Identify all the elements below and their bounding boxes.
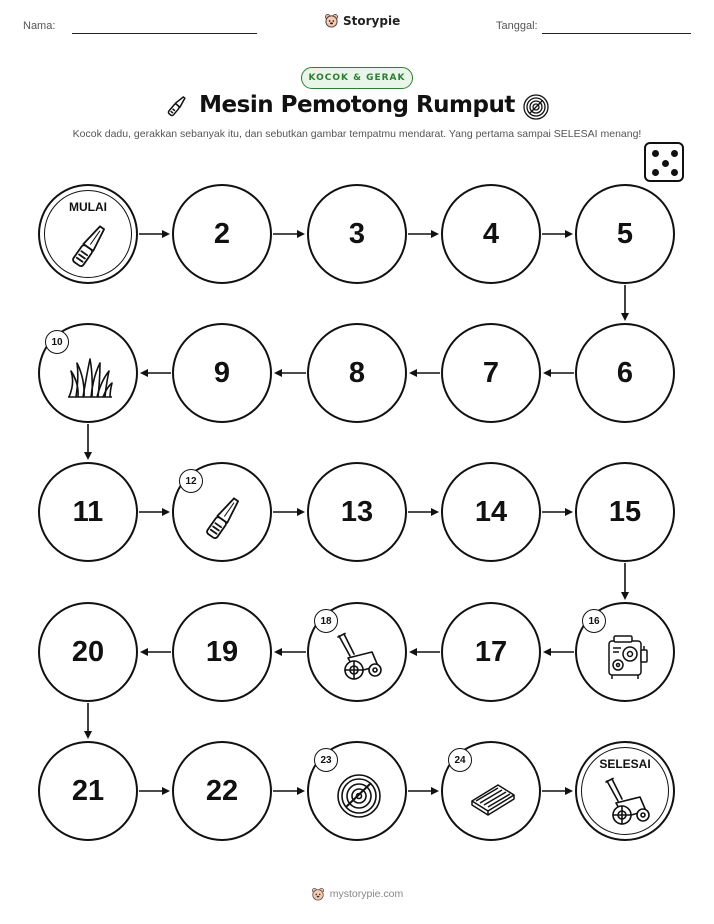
path-arrow xyxy=(140,369,171,377)
board-space-2 xyxy=(172,184,272,284)
path-arrow xyxy=(543,369,574,377)
board-space-20 xyxy=(38,602,138,702)
date-field-line[interactable] xyxy=(542,33,691,34)
footer-url[interactable]: mystorypie.com xyxy=(329,888,404,900)
path-arrow xyxy=(139,230,170,238)
path-arrow xyxy=(273,508,305,516)
board-space-16 xyxy=(575,602,675,702)
dice-icon xyxy=(644,142,684,182)
board-space-18 xyxy=(307,602,407,702)
board-space-22 xyxy=(172,741,272,841)
board-space-8 xyxy=(307,323,407,423)
space-number: 2 xyxy=(213,217,231,250)
path-arrow xyxy=(408,230,439,238)
lawn-mower-icon xyxy=(334,632,384,682)
space-number-tag: 23 xyxy=(314,748,338,772)
space-number: 4 xyxy=(482,217,500,250)
finish-space xyxy=(575,741,675,841)
board-space-7 xyxy=(441,323,541,423)
space-number: 8 xyxy=(348,356,366,389)
space-number: 15 xyxy=(608,495,642,528)
space-number: 11 xyxy=(72,495,104,528)
space-number: 20 xyxy=(71,635,105,668)
space-number-tag: 12 xyxy=(179,469,203,493)
space-number: 9 xyxy=(213,356,231,389)
path-arrow xyxy=(543,648,574,656)
board-space-14 xyxy=(441,462,541,562)
path-arrow xyxy=(542,230,573,238)
board-space-3 xyxy=(307,184,407,284)
space-number-tag: 10 xyxy=(45,330,69,354)
board-space-4 xyxy=(441,184,541,284)
knife-icon xyxy=(65,220,115,270)
path-arrow xyxy=(273,230,305,238)
category-badge: KOCOK & GERAK xyxy=(301,67,413,89)
lawn-mower-icon xyxy=(602,777,652,827)
space-number-tag: 16 xyxy=(582,609,606,633)
space-number: 5 xyxy=(616,217,634,250)
space-number: 21 xyxy=(71,774,105,807)
brand-name: Storypie xyxy=(343,13,401,28)
board-space-23 xyxy=(307,741,407,841)
board-space-24 xyxy=(441,741,541,841)
date-label: Tanggal: xyxy=(496,20,538,32)
path-arrow xyxy=(274,369,306,377)
path-arrow xyxy=(409,648,440,656)
path-arrow xyxy=(621,285,629,321)
path-arrow xyxy=(139,508,170,516)
instructions-text: Kocok dadu, gerakkan sebanyak itu, dan sebutkan gambar tempatmu mendarat. Yang pertama sampai SELESAI menang! xyxy=(72,128,642,140)
footer xyxy=(0,887,714,901)
path-arrow xyxy=(408,508,439,516)
path-arrow xyxy=(409,369,440,377)
space-number: 13 xyxy=(340,495,374,528)
board-space-5 xyxy=(575,184,675,284)
engine-icon xyxy=(602,632,652,682)
board-space-12 xyxy=(172,462,272,562)
doormat-icon xyxy=(468,771,518,821)
grass-icon xyxy=(65,353,115,403)
brand xyxy=(324,13,400,28)
path-arrow xyxy=(274,648,306,656)
storypie-logo-icon xyxy=(324,13,339,28)
path-arrow xyxy=(84,424,92,460)
board-space-21 xyxy=(38,741,138,841)
start-label: MULAI xyxy=(69,200,107,214)
path-arrow xyxy=(139,787,170,795)
space-number: 22 xyxy=(205,774,239,807)
board-space-11 xyxy=(38,462,138,562)
board-space-9 xyxy=(172,323,272,423)
knife-icon xyxy=(199,492,249,542)
board-space-15 xyxy=(575,462,675,562)
board-space-19 xyxy=(172,602,272,702)
space-number: 14 xyxy=(474,495,508,528)
path-arrow xyxy=(140,648,171,656)
wood-slice-icon xyxy=(334,771,384,821)
path-arrow xyxy=(84,703,92,739)
path-arrow xyxy=(621,563,629,600)
space-number: 7 xyxy=(482,356,500,389)
space-number-tag: 18 xyxy=(314,609,338,633)
board-space-13 xyxy=(307,462,407,562)
space-number: 17 xyxy=(474,635,508,668)
space-number: 6 xyxy=(616,356,634,389)
board-space-6 xyxy=(575,323,675,423)
path-arrow xyxy=(542,508,573,516)
space-number: 3 xyxy=(348,217,366,250)
storypie-logo-icon xyxy=(311,887,325,901)
start-space xyxy=(38,184,138,284)
path-arrow xyxy=(408,787,439,795)
page-title: Mesin Pemotong Rumput xyxy=(199,92,515,118)
board-space-10 xyxy=(38,323,138,423)
space-number-tag: 24 xyxy=(448,748,472,772)
board-space-17 xyxy=(441,602,541,702)
name-field-line[interactable] xyxy=(72,33,257,34)
wood-slice-icon xyxy=(522,93,550,125)
path-arrow xyxy=(542,787,573,795)
name-label: Nama: xyxy=(23,20,56,32)
space-number: 19 xyxy=(205,635,239,668)
path-arrow xyxy=(273,787,305,795)
finish-label: SELESAI xyxy=(599,757,651,771)
